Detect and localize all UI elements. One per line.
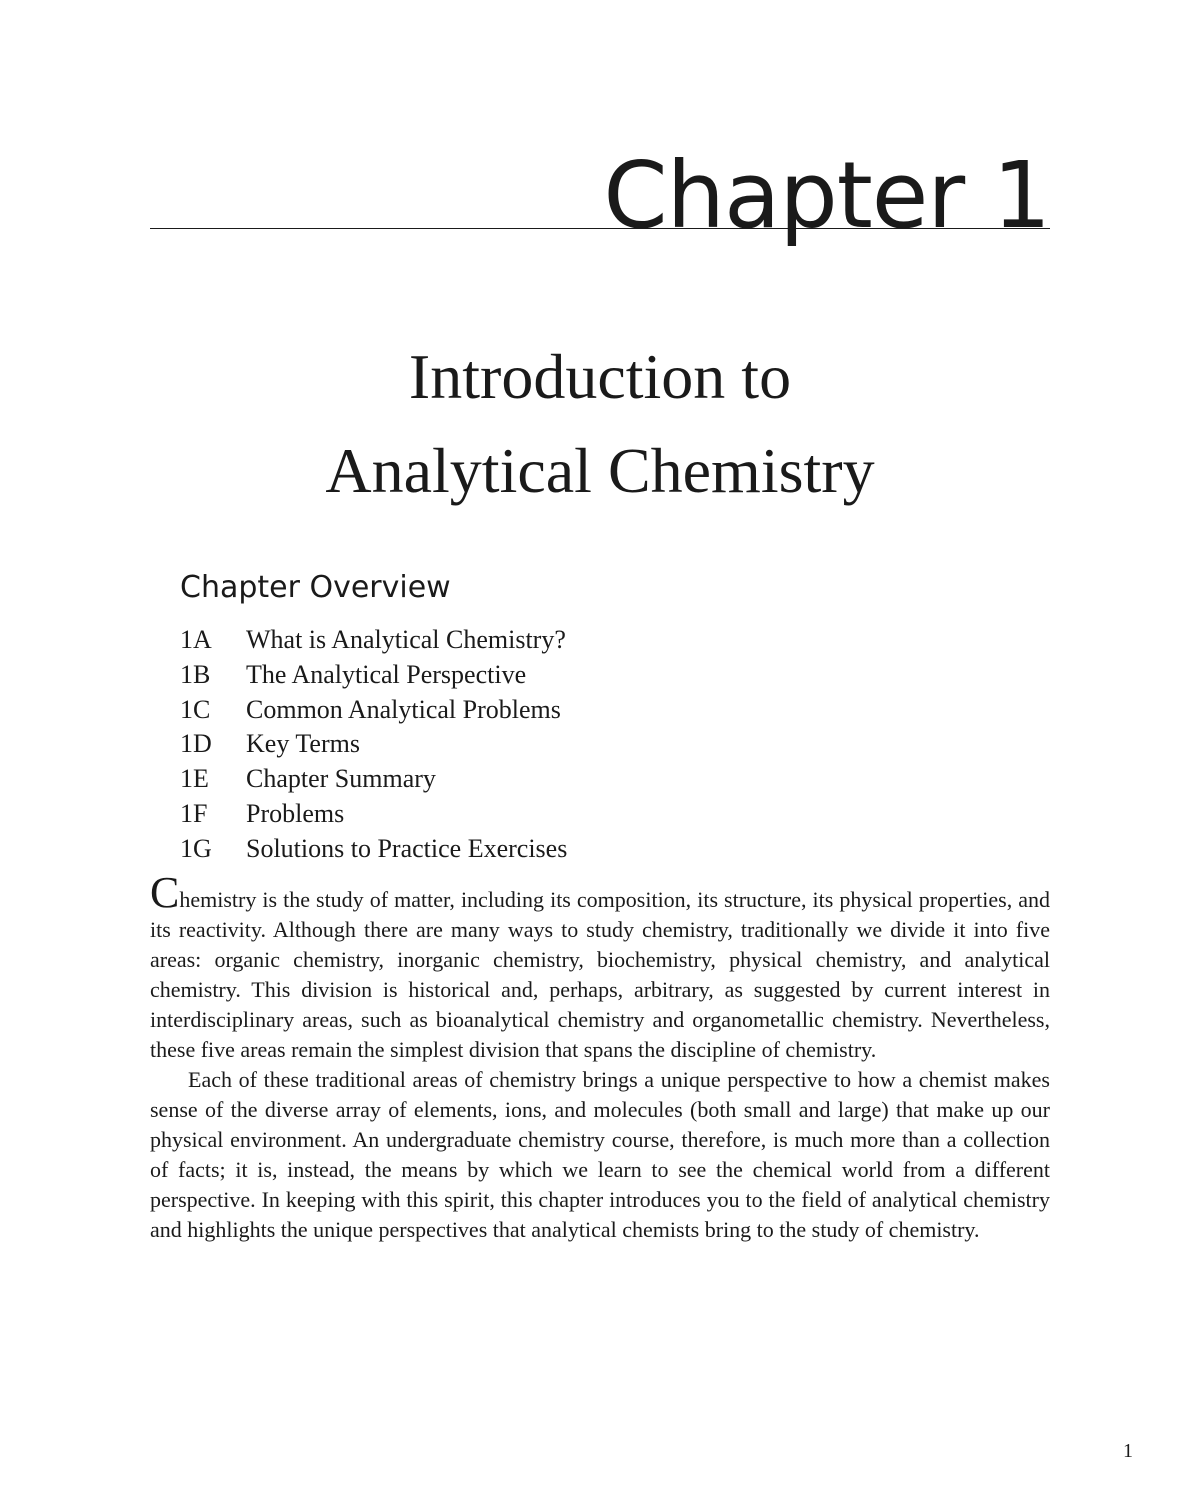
toc-number: 1G [180,833,212,863]
toc-label: Solutions to Practice Exercises [246,833,568,863]
toc-label: Common Analytical Problems [246,694,561,724]
chapter-number: Chapter 1 [603,142,1050,249]
chapter-title [0,330,1200,518]
chapter-intro-text [150,868,1050,1245]
toc-number: 1B [180,659,211,689]
page-number: 1 [1123,1440,1133,1462]
toc-number: 1D [180,729,212,759]
drop-cap: C [150,868,180,917]
toc-item-1d[interactable] [180,727,880,762]
toc-item-1a[interactable] [180,623,880,658]
intro-paragraph-1 [150,868,1050,1065]
toc-number: 1E [180,764,209,794]
chapter-title-line-1: Introduction to [408,341,792,412]
chapter-overview [180,565,880,867]
toc-label: What is Analytical Chemistry? [246,625,566,654]
intro-paragraph-1-text: hemistry is the study of matter, including its composition, its structure, its physical properties, and its reactivity. Although there are many ways to study chemistry, traditionally we divide it into five areas: organic chemistry, inorganic chemistry, biochemistry, physical chemistry, and analytical chemistry. This division is historical and, perhaps, arbitrary, as suggested by current interest in interdisciplinary areas, such as bioanalytical chemistry and organometallic chemistry. Nevertheless, these five areas remain the simplest division that spans the discipline of chemistry. [150,887,1050,1062]
toc-number: 1A [180,625,212,654]
toc-item-1e[interactable] [180,762,880,797]
toc-item-1g[interactable] [180,832,880,867]
overview-heading: Chapter Overview [180,570,451,605]
toc-item-1f[interactable] [180,797,880,832]
toc-label: Chapter Summary [246,764,436,794]
toc-item-1c[interactable] [180,693,880,728]
toc-label: The Analytical Perspective [246,659,527,689]
chapter-title-line-2: Analytical Chemistry [325,435,875,506]
toc-label: Key Terms [246,729,360,759]
intro-paragraph-2: Each of these traditional areas of chemistry brings a unique perspective to how a chemist makes sense of the diverse array of elements, ions, and molecules (both small and large) that make up our physical environment. An undergraduate chemistry course, therefore, is much more than a collection of facts; it is, instead, the means by which we learn to see the chemical world from a different perspective. In keeping with this spirit, this chapter introduces you to the field of analytical chemistry and highlights the unique perspectives that analytical chemists bring to the study of chemistry. [150,1067,1050,1242]
chapter-header [150,140,1050,249]
toc-label: Problems [246,798,345,828]
toc-number: 1F [180,798,208,828]
toc-number: 1C [180,694,211,724]
toc-item-1b[interactable] [180,658,880,693]
